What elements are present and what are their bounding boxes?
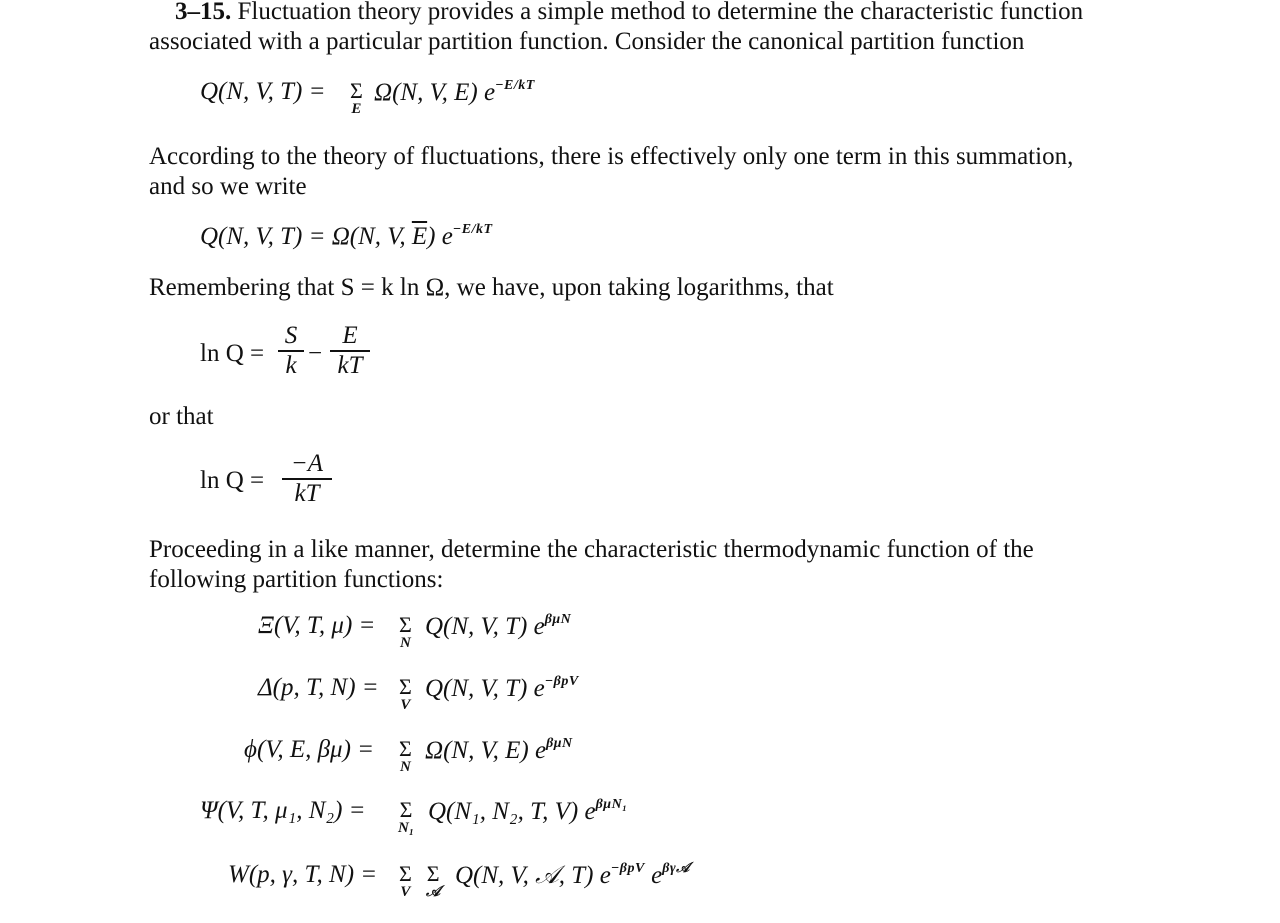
theory-line1: According to the theory of fluctuations, there is effectively only one term in this summation,: [149, 143, 1074, 170]
w-sigma-a: Σ 𝒜: [426, 861, 441, 900]
q-sum-exponent: −E/kT: [495, 78, 535, 93]
problem-intro-line2: associated with a particular partition function. Consider the canonical partition function: [149, 28, 1025, 55]
w-exponent-2: βγ𝒜: [662, 861, 690, 876]
remember-line: Remembering that S = k ln Ω, we have, upon taking logarithms, that: [149, 274, 834, 301]
problem-number: 3–15.: [175, 0, 232, 25]
proceed-line2: following partition functions:: [149, 566, 444, 593]
delta-lhs: Δ(p, T, N) =: [258, 674, 379, 701]
e-bar: $\overline{E}$: [411, 223, 428, 250]
q-sum-sigma: Σ E: [350, 78, 363, 117]
intro-text-1: Fluctuation theory provides a simple method to determine the characteristic function: [231, 0, 1084, 25]
xi-lhs: Ξ(V, T, μ) =: [258, 612, 376, 639]
phi-exponent: βμN: [546, 736, 573, 751]
q-single-exponent: −E/kT: [452, 222, 493, 237]
fraction-e-over-kt: E kT: [330, 322, 370, 380]
lnq1-lhs: ln Q =: [200, 340, 265, 367]
q-sum-rhs: Ω(N, V, E) e: [374, 79, 496, 106]
q-sum-lhs: Q(N, V, T) =: [200, 78, 326, 105]
fraction-s-over-k: S k: [278, 322, 304, 380]
problem-intro-line1: [175, 0, 1083, 27]
xi-exponent: βμN: [544, 612, 572, 627]
w-lhs: W(p, γ, T, N) =: [228, 861, 378, 888]
phi-sigma: Σ N: [399, 736, 412, 775]
lnq1-minus: −: [308, 340, 323, 367]
delta-rhs: Q(N, V, T) e: [425, 675, 545, 702]
q-single-lhs: Q(N, V, T) = Ω(N, V,: [200, 223, 412, 250]
q-single-rhs: ) e: [427, 223, 453, 250]
xi-rhs: Q(N, V, T) e: [425, 613, 545, 640]
w-exponent-1: −βpV: [610, 861, 645, 876]
delta-exponent: −βpV: [544, 674, 579, 689]
delta-sigma: Σ V: [399, 674, 412, 713]
lnq2-lhs: ln Q =: [200, 467, 265, 494]
fraction-minus-a-over-kt: −A kT: [282, 450, 332, 508]
psi-sigma: Σ N₁: [398, 797, 415, 836]
proceed-line1: Proceeding in a like manner, determine the characteristic thermodynamic function of the: [149, 536, 1034, 563]
w-mid: e: [644, 862, 663, 889]
theory-line2: and so we write: [149, 173, 307, 200]
phi-rhs: Ω(N, V, E) e: [425, 737, 547, 764]
w-rhs: Q(N, V, 𝒜, T) e: [455, 862, 611, 889]
equation-q-single: [200, 222, 493, 251]
w-sigma-v: Σ V: [399, 861, 412, 900]
xi-sigma: Σ N: [399, 612, 412, 651]
psi-lhs: Ψ(V, T, μ₁, N₂) =: [200, 797, 366, 824]
or-that: or that: [149, 403, 214, 430]
phi-lhs: ϕ(V, E, βμ) =: [244, 736, 375, 763]
psi-exponent: βμN₁: [595, 797, 628, 812]
psi-rhs: Q(N₁, N₂, T, V) e: [428, 798, 596, 825]
